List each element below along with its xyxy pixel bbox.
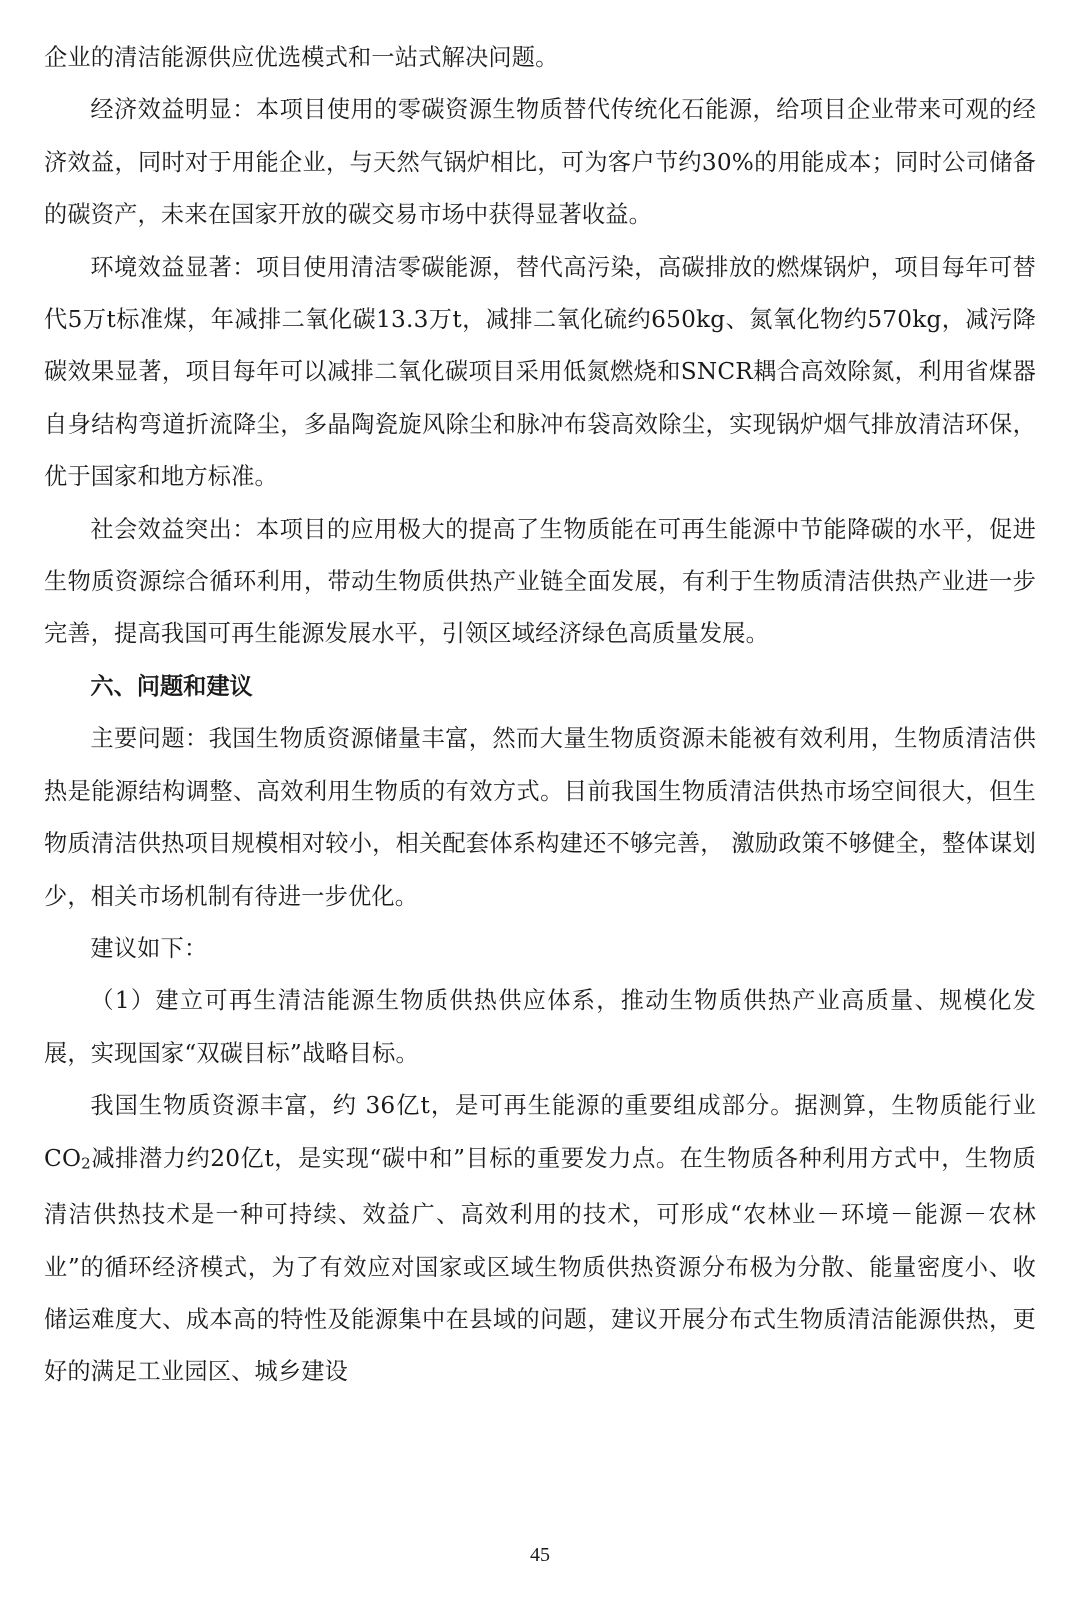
page-number: 45	[530, 1544, 550, 1566]
paragraph-main-problems: 主要问题：我国生物质资源储量丰富，然而大量生物质资源未能被有效利用，生物质清洁供热是能源结构调整、高效利用生物质的有效方式。目前我国生物质清洁供热市场空间很大，但生物质清洁供热项目规模相对较小，相关配套体系构建还不够完善， 激励政策不够健全，整体谋划少，相关市场机制有待进一步优化。	[44, 725, 1036, 910]
paragraph-suggestions-intro: 建议如下：	[90, 934, 208, 962]
paragraph-economic-benefit: 经济效益明显：本项目使用的零碳资源生物质替代传统化石能源，给项目企业带来可观的经济效益，同时对于用能企业，与天然气锅炉相比，可为客户节约30%的用能成本；同时公司储备的碳资产，未来在国家开放的碳交易市场中获得显著收益。	[44, 96, 1036, 229]
document-body	[44, 32, 1036, 1399]
paragraph-suggestion-1: （1）建立可再生清洁能源生物质供热供应体系，推动生物质供热产业高质量、规模化发展，实现国家“双碳目标”战略目标。	[44, 987, 1036, 1067]
text-segment: 减排潜力约20亿t，是实现“碳中和”目标的重要发力点。在生物质各种利用方式中，生物质清洁供热技术是一种可持续、效益广、高效利用的技术，可形成“农林业－环境－能源－农林业”的循环经济模式，为了有效应对国家或区域生物质供热资源分布极为分散、能量密度小、收储运难度大、成本高的特性及能源集中在县域的问题，建议开展分布式生物质清洁能源供热，更好的满足工业园区、城乡建设	[44, 1144, 1036, 1386]
paragraph-continuation: 企业的清洁能源供应优选模式和一站式解决问题。	[44, 44, 559, 71]
paragraph-biomass-resources	[44, 1080, 1036, 1399]
text-segment: 我国生物质资源丰富，约 36亿t，是可再生能源的重要组成部分。据测算，生物质能行业CO	[44, 1092, 1036, 1172]
section-heading-problems-suggestions: 六、问题和建议	[90, 672, 253, 700]
subscript-2: 2	[81, 1153, 91, 1172]
paragraph-environmental-benefit: 环境效益显著：项目使用清洁零碳能源，替代高污染，高碳排放的燃煤锅炉，项目每年可替代5万t标准煤，年减排二氧化碳13.3万t，减排二氧化硫约650kg、氮氧化物约570kg，减污降碳效果显著，项目每年可以减排二氧化碳项目采用低氮燃烧和SNCR耦合高效除氮，利用省煤器自身结构弯道折流降尘，多晶陶瓷旋风除尘和脉冲布袋高效除尘，实现锅炉烟气排放清洁环保，优于国家和地方标准。	[44, 253, 1036, 491]
paragraph-social-benefit: 社会效益突出：本项目的应用极大的提高了生物质能在可再生能源中节能降碳的水平，促进生物质资源综合循环利用，带动生物质供热产业链全面发展，有利于生物质清洁供热产业进一步完善，提高我国可再生能源发展水平，引领区域经济绿色高质量发展。	[44, 515, 1036, 648]
